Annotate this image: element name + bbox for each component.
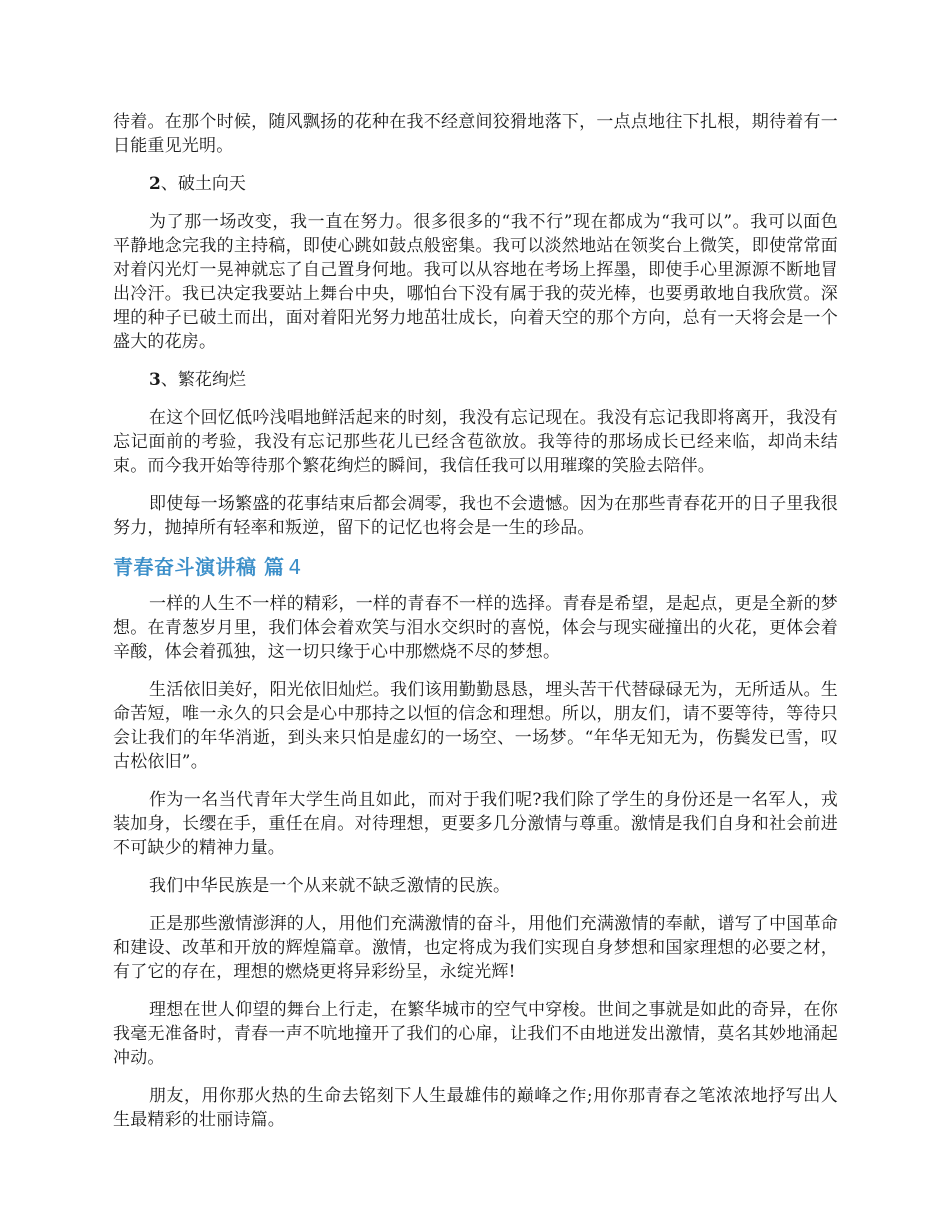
subheading-title: 、繁花绚烂 (160, 370, 246, 390)
section4-paragraph: 正是那些激情澎湃的人，用他们充满激情的奋斗，用他们充满激情的奉献，谱写了中国革命和建设、改革和开放的辉煌篇章。激情，也定将成为我们实现自身梦想和国家理想的必要之材，有了它的存在，理想的燃烧更将异彩纷呈，永绽光辉! (113, 914, 838, 982)
section4-paragraph: 一样的人生不一样的精彩，一样的青春不一样的选择。青春是希望，是起点，更是全新的梦想。在青葱岁月里，我们体会着欢笑与泪水交织时的喜悦，体会与现实碰撞出的火花，更体会着辛酸，体会着孤独，这一切只缘于心中那燃烧不尽的梦想。 (113, 594, 838, 662)
subheading-2 (113, 172, 838, 196)
subheading-number: 3 (149, 370, 161, 390)
section4-paragraph: 理想在世人仰望的舞台上行走，在繁华城市的空气中穿梭。世间之事就是如此的奇异，在你我毫无准备时，青春一声不吭地撞开了我们的心扉，让我们不由地迸发出激情，莫名其妙地涌起冲动。 (113, 1000, 838, 1068)
section4-paragraph: 朋友，用你那火热的生命去铭刻下人生最雄伟的巅峰之作;用你那青春之笔浓浓地抒写出人生最精彩的壮丽诗篇。 (113, 1086, 838, 1130)
subheading-3 (113, 368, 838, 392)
subheading-number: 2 (149, 174, 161, 194)
paragraph-ending: 即使每一场繁盛的花事结束后都会凋零，我也不会遗憾。因为在那些青春花开的日子里我很努力，抛掉所有轻率和叛逆，留下的记忆也将会是一生的珍品。 (113, 494, 838, 538)
section4-paragraph: 生活依旧美好，阳光依旧灿烂。我们该用勤勤恳恳，埋头苦干代替碌碌无为，无所适从。生命苦短，唯一永久的只会是心中那持之以恒的信念和理想。所以，朋友们，请不要等待，等待只会让我们的年华消逝，到头来只怕是虚幻的一场空、一场梦。“年华无知无为，伤鬓发已雪，叹古松依旧”。 (113, 680, 838, 772)
section4-paragraph: 我们中华民族是一个从来就不缺乏激情的民族。 (149, 876, 511, 896)
paragraph-continued: 待着。在那个时候，随风飘扬的花种在我不经意间狡猾地落下，一点点地往下扎根，期待着有一日能重见光明。 (113, 112, 838, 156)
section-title-text: 青春奋斗演讲稿 篇 (113, 555, 285, 579)
section-4-heading (113, 554, 838, 580)
paragraph-breaking-ground: 为了那一场改变，我一直在努力。很多很多的“我不行”现在都成为“我可以”。我可以面色平静地念完我的主持稿，即使心跳如鼓点般密集。我可以淡然地站在领奖台上微笑，即使常常面对着闪光灯一晃神就忘了自己置身何地。我可以从容地在考场上挥墨，即使手心里源源不断地冒出冷汗。我已决定我要站上舞台中央，哪怕台下没有属于我的荧光棒，也要勇敢地自我欣赏。深埋的种子已破土而出，面对着阳光努力地茁壮成长，向着天空的那个方向，总有一天将会是一个盛大的花房。 (113, 212, 838, 352)
section4-paragraph: 作为一名当代青年大学生尚且如此，而对于我们呢?我们除了学生的身份还是一名军人，戎装加身，长缨在手，重任在肩。对待理想，更要多几分激情与尊重。激情是我们自身和社会前进不可缺少的精神力量。 (113, 790, 838, 858)
paragraph-blossoming: 在这个回忆低吟浅唱地鲜活起来的时刻，我没有忘记现在。我没有忘记我即将离开，我没有忘记面前的考验，我没有忘记那些花儿已经含苞欲放。我等待的那场成长已经来临，却尚未结束。而今我开始等待那个繁花绚烂的瞬间，我信任我可以用璀璨的笑脸去陪伴。 (113, 408, 838, 476)
section-title-number: 4 (288, 555, 302, 579)
subheading-title: 、破土向天 (160, 174, 246, 194)
